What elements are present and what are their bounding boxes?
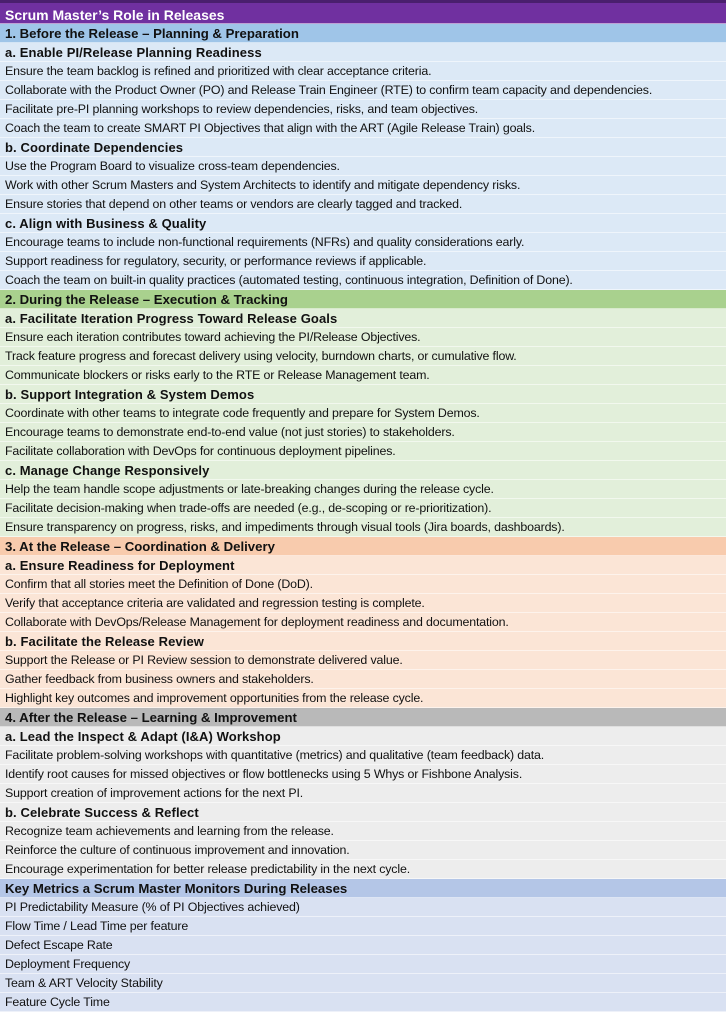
list-item: Highlight key outcomes and improvement opportunities from the release cycle.: [0, 689, 726, 708]
list-item: Reinforce the culture of continuous improvement and innovation.: [0, 841, 726, 860]
list-item: Support creation of improvement actions for the next PI.: [0, 784, 726, 803]
metric-item: Feature Cycle Time: [0, 993, 726, 1012]
list-item: Collaborate with DevOps/Release Management for deployment readiness and documentation.: [0, 613, 726, 632]
list-item: Ensure transparency on progress, risks, and impediments through visual tools (Jira boards, dashboards).: [0, 518, 726, 537]
metric-item: Flow Time / Lead Time per feature: [0, 917, 726, 936]
list-item: Coach the team to create SMART PI Objectives that align with the ART (Agile Release Train) goals.: [0, 119, 726, 138]
subsection-title: b. Support Integration & System Demos: [0, 385, 726, 404]
metric-item: Team & ART Velocity Stability: [0, 974, 726, 993]
subsection-title: c. Manage Change Responsively: [0, 461, 726, 480]
metric-item: Defect Escape Rate: [0, 936, 726, 955]
list-item: Facilitate pre-PI planning workshops to review dependencies, risks, and team objectives.: [0, 100, 726, 119]
list-item: Ensure the team backlog is refined and prioritized with clear acceptance criteria.: [0, 62, 726, 81]
list-item: Confirm that all stories meet the Definition of Done (DoD).: [0, 575, 726, 594]
subsection-title: b. Facilitate the Release Review: [0, 632, 726, 651]
metrics-header: Key Metrics a Scrum Master Monitors During Releases: [0, 879, 726, 898]
subsection-title: a. Ensure Readiness for Deployment: [0, 556, 726, 575]
list-item: Collaborate with the Product Owner (PO) and Release Train Engineer (RTE) to confirm team capacity and dependencies.: [0, 81, 726, 100]
section-header-2: 2. During the Release – Execution & Tracking: [0, 290, 726, 309]
list-item: Communicate blockers or risks early to the RTE or Release Management team.: [0, 366, 726, 385]
list-item: Track feature progress and forecast delivery using velocity, burndown charts, or cumulative flow.: [0, 347, 726, 366]
list-item: Facilitate decision-making when trade-offs are needed (e.g., de-scoping or re-prioritization).: [0, 499, 726, 518]
list-item: Recognize team achievements and learning from the release.: [0, 822, 726, 841]
list-item: Support readiness for regulatory, security, or performance reviews if applicable.: [0, 252, 726, 271]
list-item: Verify that acceptance criteria are validated and regression testing is complete.: [0, 594, 726, 613]
list-item: Identify root causes for missed objectives or flow bottlenecks using 5 Whys or Fishbone Analysis.: [0, 765, 726, 784]
subsection-title: b. Coordinate Dependencies: [0, 138, 726, 157]
list-item: Encourage teams to include non-functional requirements (NFRs) and quality considerations early.: [0, 233, 726, 252]
section-header-4: 4. After the Release – Learning & Improvement: [0, 708, 726, 727]
list-item: Ensure stories that depend on other teams or vendors are clearly tagged and tracked.: [0, 195, 726, 214]
list-item: Use the Program Board to visualize cross-team dependencies.: [0, 157, 726, 176]
subsection-title: a. Lead the Inspect & Adapt (I&A) Workshop: [0, 727, 726, 746]
subsection-title: a. Facilitate Iteration Progress Toward Release Goals: [0, 309, 726, 328]
list-item: Facilitate collaboration with DevOps for continuous deployment pipelines.: [0, 442, 726, 461]
list-item: Coach the team on built-in quality practices (automated testing, continuous integration, Definition of Done).: [0, 271, 726, 290]
list-item: Encourage teams to demonstrate end-to-end value (not just stories) to stakeholders.: [0, 423, 726, 442]
list-item: Ensure each iteration contributes toward achieving the PI/Release Objectives.: [0, 328, 726, 347]
section-header-1: 1. Before the Release – Planning & Preparation: [0, 24, 726, 43]
sheet-title: Scrum Master’s Role in Releases: [0, 0, 726, 24]
list-item: Facilitate problem-solving workshops with quantitative (metrics) and qualitative (team feedback) data.: [0, 746, 726, 765]
section-header-3: 3. At the Release – Coordination & Delivery: [0, 537, 726, 556]
list-item: Encourage experimentation for better release predictability in the next cycle.: [0, 860, 726, 879]
list-item: Work with other Scrum Masters and System Architects to identify and mitigate dependency risks.: [0, 176, 726, 195]
list-item: Coordinate with other teams to integrate code frequently and prepare for System Demos.: [0, 404, 726, 423]
sheet-content: [0, 24, 726, 1012]
subsection-title: c. Align with Business & Quality: [0, 214, 726, 233]
metric-item: PI Predictability Measure (% of PI Objectives achieved): [0, 898, 726, 917]
list-item: Support the Release or PI Review session to demonstrate delivered value.: [0, 651, 726, 670]
list-item: Help the team handle scope adjustments or late-breaking changes during the release cycle.: [0, 480, 726, 499]
subsection-title: a. Enable PI/Release Planning Readiness: [0, 43, 726, 62]
list-item: Gather feedback from business owners and stakeholders.: [0, 670, 726, 689]
metric-item: Deployment Frequency: [0, 955, 726, 974]
subsection-title: b. Celebrate Success & Reflect: [0, 803, 726, 822]
